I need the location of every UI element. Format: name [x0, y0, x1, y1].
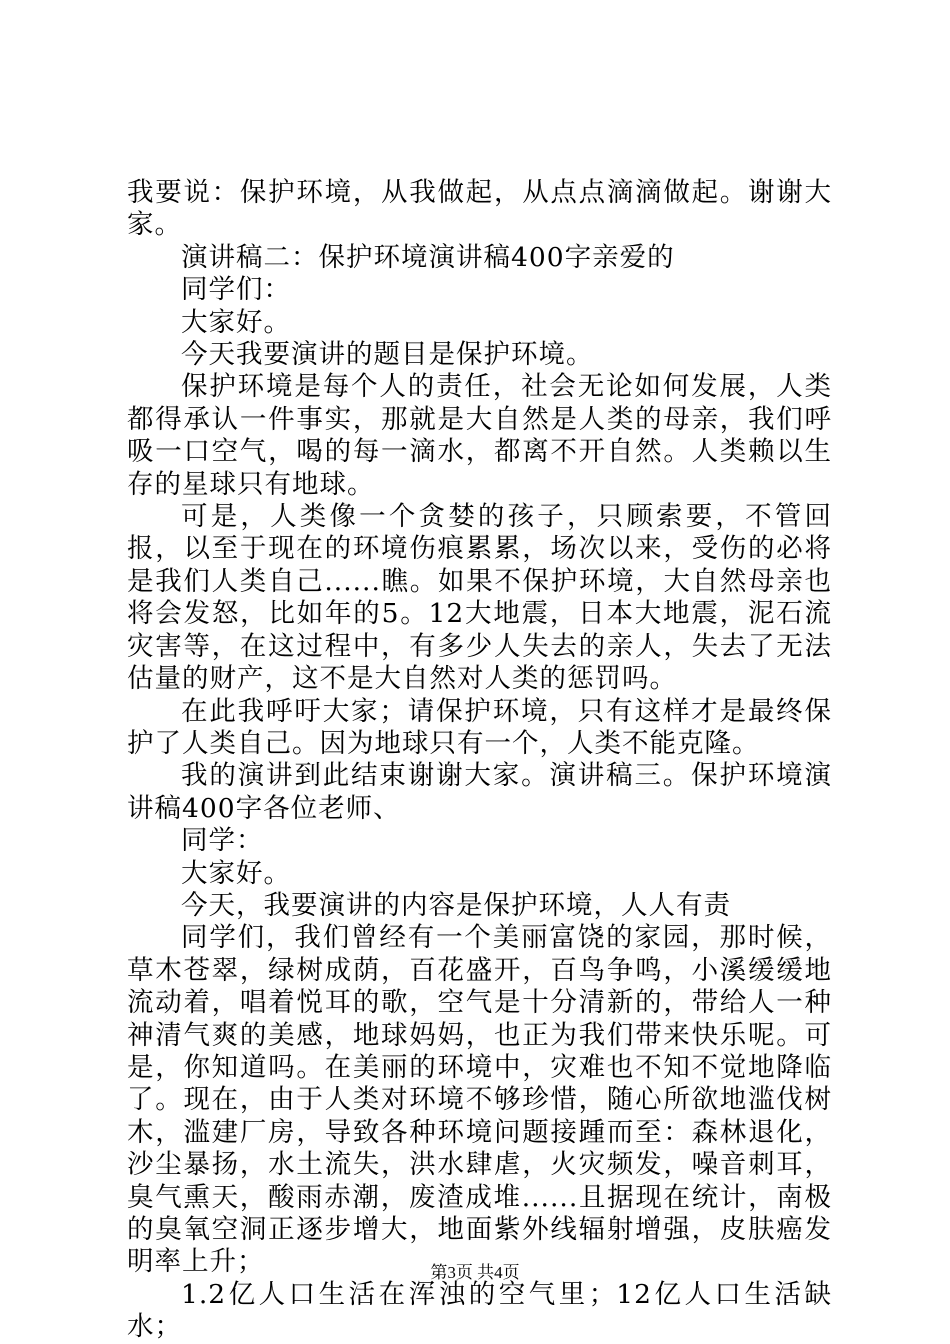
paragraph: 可是，人类像一个贪婪的孩子，只顾索要，不管回报，以至于现在的环境伤痕累累，场次以来，受伤的必将是我们人类自己......瞧。如果不保护环境，大自然母亲也将会发怒，比如年的5。12大地震，日本大地震，泥石流灾害等，在这过程中，有多少人失去的亲人，失去了无法估量的财产，这不是大自然对人类的惩罚吗。 — [127, 501, 832, 695]
page-footer — [0, 1258, 950, 1283]
page-total: 共4页 — [477, 1263, 520, 1282]
paragraph: 今天我要演讲的题目是保护环境。 — [181, 339, 594, 371]
paragraph: 同学们： — [181, 274, 291, 306]
page-number: 第3页 — [430, 1263, 473, 1282]
paragraph: 同学： — [181, 825, 264, 857]
paragraph: 大家好。 — [181, 857, 291, 889]
paragraph: 同学们，我们曾经有一个美丽富饶的家园，那时候，草木苍翠，绿树成荫，百花盛开，百鸟争鸣，小溪缓缓地流动着，唱着悦耳的歌，空气是十分清新的，带给人一种神清气爽的美感，地球妈妈，也正为我们带来快乐呢。可是，你知道吗。在美丽的环境中，灾难也不知不觉地降临了。现在，由于人类对环境不够珍惜，随心所欲地滥伐树木，滥建厂房，导致各种环境问题接踵而至：森林退化，沙尘暴扬，水土流失，洪水肆虐，火灾频发，噪音刺耳，臭气熏天，酸雨赤潮，废渣成堆......且据现在统计，南极的臭氧空洞正逐步增大，地面紫外线辐射增强，皮肤癌发明率上升； — [127, 922, 832, 1278]
paragraph: 在此我呼吁大家；请保护环境，只有这样才是最终保护了人类自己。因为地球只有一个，人类不能克隆。 — [127, 695, 832, 759]
paragraph: 1.2亿人口生活在浑浊的空气里；12亿人口生活缺水； — [127, 1278, 832, 1343]
document-body — [127, 177, 832, 1344]
paragraph: 演讲稿二：保护环境演讲稿400字亲爱的 — [181, 241, 675, 273]
paragraph: 保护环境是每个人的责任，社会无论如何发展，人类都得承认一件事实，那就是大自然是人类的母亲，我们呼吸一口空气，喝的每一滴水，都离不开自然。人类赖以生存的星球只有地球。 — [127, 371, 832, 500]
paragraph: 今天，我要演讲的内容是保护环境，人人有责 — [181, 889, 731, 921]
paragraph: 大家好。 — [181, 306, 291, 338]
paragraph: 我要说：保护环境，从我做起，从点点滴滴做起。谢谢大家。 — [127, 177, 832, 241]
paragraph: 我的演讲到此结束谢谢大家。演讲稿三。保护环境演讲稿400字各位老师、 — [127, 760, 832, 824]
